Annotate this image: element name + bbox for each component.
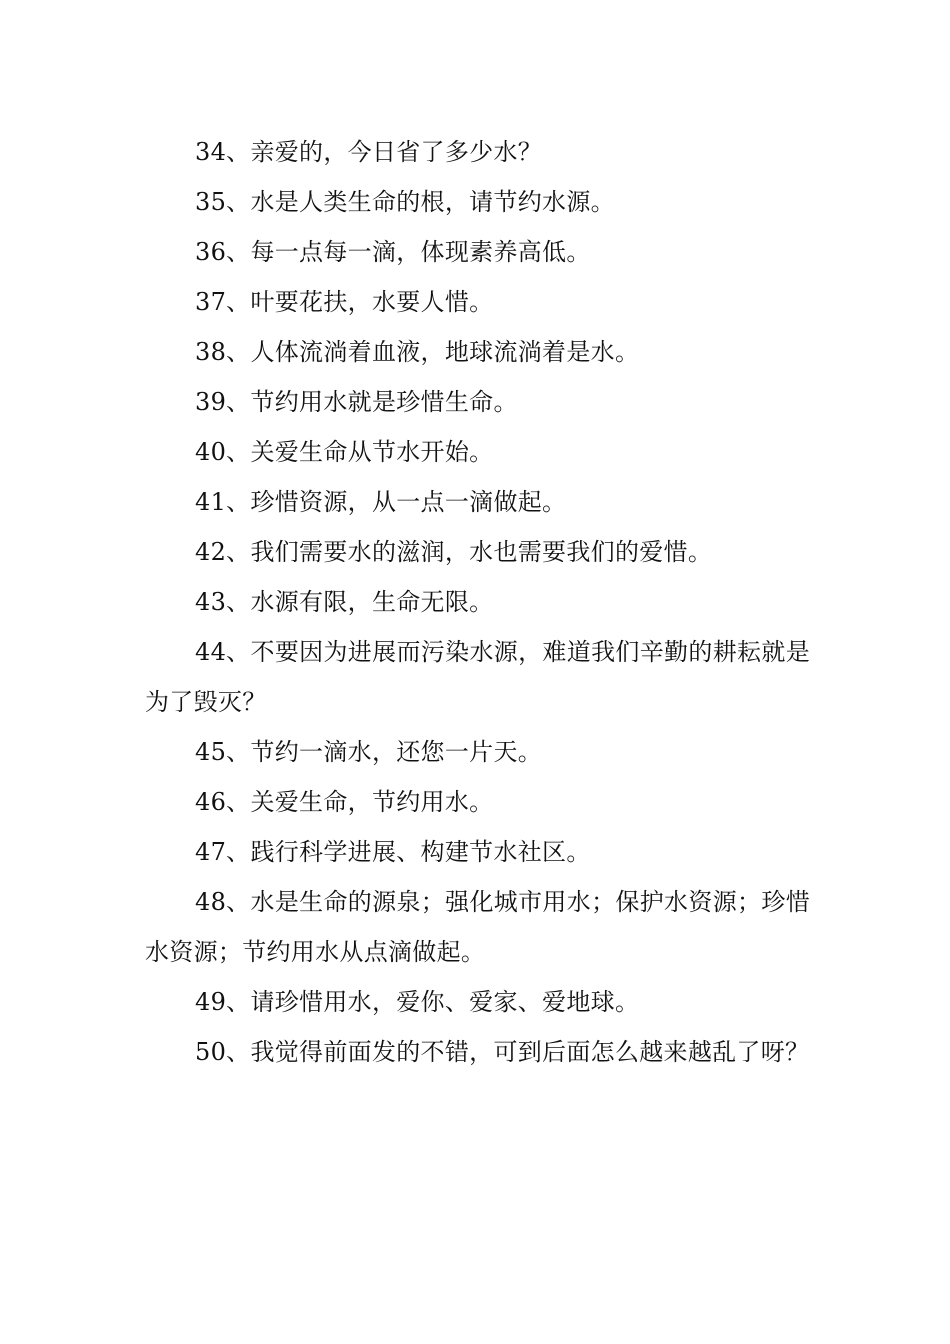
list-item: 49、请珍惜用水，爱你、爱家、爱地球。 xyxy=(195,988,640,1016)
list-item: 39、节约用水就是珍惜生命。 xyxy=(195,388,518,416)
list-item: 41、珍惜资源，从一点一滴做起。 xyxy=(195,488,567,516)
list-item: 45、节约一滴水，还您一片天。 xyxy=(195,738,543,766)
list-item: 43、水源有限，生命无限。 xyxy=(195,588,494,616)
list-item: 42、我们需要水的滋润，水也需要我们的爱惜。 xyxy=(195,538,713,566)
list-item: 48、水是生命的源泉；强化城市用水；保护水资源；珍惜水资源；节约用水从点滴做起。 xyxy=(145,888,810,966)
list-item: 40、关爱生命从节水开始。 xyxy=(195,438,494,466)
list-item: 47、践行科学进展、构建节水社区。 xyxy=(195,838,591,866)
list-item: 36、每一点每一滴，体现素养高低。 xyxy=(195,238,591,266)
list-item: 46、关爱生命，节约用水。 xyxy=(195,788,494,816)
slogan-list xyxy=(145,127,810,1077)
list-item: 34、亲爱的，今日省了多少水？ xyxy=(195,138,543,166)
list-item: 38、人体流淌着血液，地球流淌着是水。 xyxy=(195,338,640,366)
list-item: 37、叶要花扶，水要人惜。 xyxy=(195,288,494,316)
list-item: 35、水是人类生命的根，请节约水源。 xyxy=(195,188,615,216)
list-item: 50、我觉得前面发的不错，可到后面怎么越来越乱了呀？ xyxy=(195,1038,810,1066)
list-item: 44、不要因为进展而污染水源，难道我们辛勤的耕耘就是为了毁灭？ xyxy=(145,638,810,716)
